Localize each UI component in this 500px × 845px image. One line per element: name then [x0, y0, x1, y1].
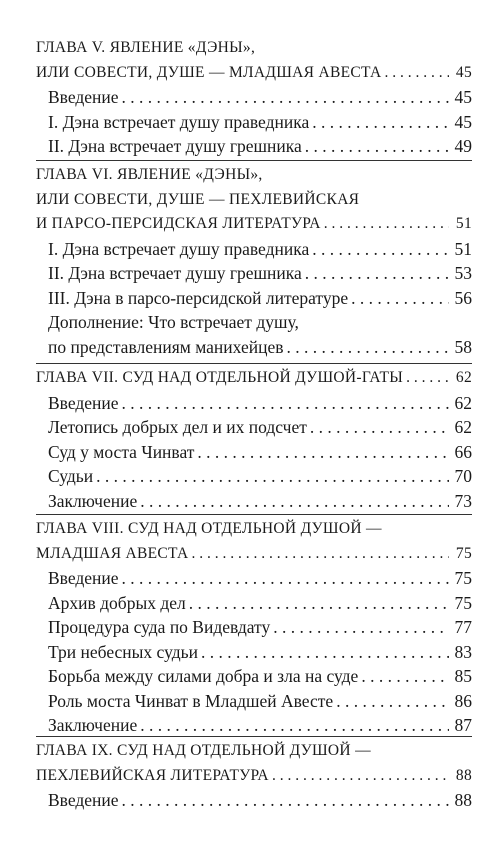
chapter-heading-text: МЛАДШАЯ АВЕСТА: [36, 544, 189, 562]
page-number: 87: [454, 715, 472, 735]
toc-entry[interactable]: [0, 689, 500, 714]
toc-entry[interactable]: [0, 335, 500, 360]
chapter-heading-line: [0, 542, 500, 567]
page-number: 77: [454, 617, 472, 637]
leader-dots: [122, 566, 449, 591]
chapter-heading-line: [0, 163, 500, 188]
chapter-heading-text: ГЛАВА V. ЯВЛЕНИЕ «ДЭНЫ»,: [36, 39, 256, 56]
leader-dots: [312, 237, 449, 262]
toc-entry[interactable]: [0, 591, 500, 616]
chapter-heading-line: [0, 739, 500, 764]
chapter-heading-line: [0, 61, 500, 86]
leader-dots: [385, 61, 450, 86]
chapter-heading-line: [0, 366, 500, 391]
leader-dots: [122, 391, 449, 416]
chapter-heading-text: ГЛАВА VIII. СУД НАД ОТДЕЛЬНОЙ ДУШОЙ —: [36, 520, 382, 537]
toc-entry[interactable]: [0, 566, 500, 591]
chapter-heading-text: ГЛАВА VII. СУД НАД ОТДЕЛЬНОЙ ДУШОЙ-ГАТЫ: [36, 369, 404, 386]
toc-entry[interactable]: [0, 713, 500, 738]
chapter-heading-line: [0, 188, 500, 213]
toc-entry[interactable]: [0, 640, 500, 665]
page-number: 70: [454, 466, 472, 486]
page-number: 86: [454, 690, 472, 711]
page-number: 62: [455, 369, 472, 386]
leader-dots: [361, 664, 449, 689]
toc-entry[interactable]: [0, 85, 500, 110]
chapter-heading-text: ГЛАВА VI. ЯВЛЕНИЕ «ДЭНЫ»,: [36, 166, 263, 183]
section-divider: [36, 514, 472, 515]
leader-dots: [287, 335, 450, 360]
page-number: 45: [454, 111, 472, 132]
entry-title: по представлениям манихейцев: [48, 336, 284, 357]
page-number: 75: [454, 592, 472, 613]
page-number: 83: [454, 641, 472, 662]
entry-title: Введение: [48, 87, 119, 107]
page-number: 53: [454, 263, 472, 283]
chapter-heading-text: ИЛИ СОВЕСТИ, ДУШЕ — ПЕХЛЕВИЙСКАЯ: [36, 190, 360, 208]
chapter-heading-line: [0, 764, 500, 789]
entry-title: Судьи: [48, 466, 94, 486]
entry-title: Введение: [48, 790, 119, 810]
chapter-heading-text: ГЛАВА IX. СУД НАД ОТДЕЛЬНОЙ ДУШОЙ —: [36, 742, 371, 759]
entry-title: Архив добрых дел: [48, 592, 186, 613]
toc-entry[interactable]: [0, 664, 500, 689]
chapter-7: [0, 366, 500, 513]
leader-dots: [312, 110, 449, 135]
toc-entry[interactable]: [0, 261, 500, 286]
chapter-heading-text: ПЕХЛЕВИЙСКАЯ ЛИТЕРАТУРА: [36, 766, 269, 784]
leader-dots: [406, 366, 449, 391]
page-number: 62: [454, 417, 472, 437]
toc-entry[interactable]: [0, 391, 500, 416]
entry-title: Суд у моста Чинват: [48, 441, 195, 462]
chapter-heading-text: ИЛИ СОВЕСТИ, ДУШЕ — МЛАДШАЯ АВЕСТА: [36, 63, 382, 81]
leader-dots: [122, 85, 449, 110]
page-number: 88: [454, 790, 472, 810]
leader-dots: [197, 440, 449, 465]
page-number: 75: [455, 544, 472, 562]
chapter-heading-line: [0, 36, 500, 61]
toc-entry[interactable]: [0, 237, 500, 262]
section-divider: [36, 363, 472, 364]
page-number: 51: [455, 215, 472, 232]
entry-title: I. Дэна встречает душу праведника: [48, 238, 310, 259]
toc-entry[interactable]: [0, 110, 500, 135]
entry-title: Борьба между силами добра и зла на суде: [48, 666, 359, 686]
page-number: 73: [454, 490, 472, 511]
leader-dots: [324, 212, 449, 237]
toc-entry[interactable]: [0, 286, 500, 311]
toc-entry[interactable]: [0, 310, 500, 335]
leader-dots: [192, 542, 449, 567]
section-divider: [36, 160, 472, 161]
leader-dots: [140, 713, 449, 738]
entry-title: Заключение: [48, 715, 138, 735]
toc-entry[interactable]: [0, 615, 500, 640]
chapter-6: [0, 163, 500, 359]
leader-dots: [273, 615, 449, 640]
page-number: 45: [454, 87, 472, 107]
chapter-heading-line: [0, 517, 500, 542]
leader-dots: [305, 261, 449, 286]
entry-title: Введение: [48, 568, 119, 588]
leader-dots: [201, 640, 449, 665]
entry-title: II. Дэна встречает душу грешника: [48, 263, 302, 283]
leader-dots: [305, 134, 449, 159]
toc-entry[interactable]: [0, 464, 500, 489]
page-number: 62: [454, 392, 472, 413]
toc-entry[interactable]: [0, 788, 500, 813]
page-number: 49: [454, 136, 472, 156]
entry-title: III. Дэна в парсо-персидской литературе: [48, 287, 349, 308]
page-number: 58: [454, 336, 472, 357]
chapter-heading-text: И ПАРСО-ПЕРСИДСКАЯ ЛИТЕРАТУРА: [36, 215, 321, 232]
entry-title: Летопись добрых дел и их подсчет: [48, 417, 307, 437]
page-number: 45: [455, 63, 472, 81]
leader-dots: [272, 764, 449, 789]
chapter-heading-line: [0, 212, 500, 237]
toc-entry[interactable]: [0, 134, 500, 159]
leader-dots: [351, 286, 449, 311]
page-number: 51: [454, 238, 472, 259]
page-number: 75: [454, 568, 472, 588]
toc-entry[interactable]: [0, 489, 500, 514]
page-number: 85: [454, 666, 472, 686]
entry-title: Процедура суда по Видевдату: [48, 617, 271, 637]
entry-title: I. Дэна встречает душу праведника: [48, 111, 310, 132]
entry-title: Заключение: [48, 490, 138, 511]
chapter-5: [0, 36, 500, 159]
page-number: 88: [455, 766, 472, 784]
section-divider: [36, 736, 472, 737]
toc-entry[interactable]: [0, 415, 500, 440]
entry-title: Введение: [48, 392, 119, 413]
leader-dots: [122, 788, 449, 813]
entry-title: Три небесных судьи: [48, 641, 198, 662]
chapter-9: [0, 739, 500, 813]
page-number: 66: [454, 441, 472, 462]
leader-dots: [96, 464, 449, 489]
leader-dots: [336, 689, 449, 714]
chapter-8: [0, 517, 500, 738]
toc-entry[interactable]: [0, 440, 500, 465]
entry-title: II. Дэна встречает душу грешника: [48, 136, 302, 156]
entry-title: Дополнение: Что встречает душу,: [48, 312, 299, 332]
page-number: 56: [454, 287, 472, 308]
entry-title: Роль моста Чинват в Младшей Авесте: [48, 690, 334, 711]
leader-dots: [310, 415, 449, 440]
leader-dots: [140, 489, 449, 514]
leader-dots: [189, 591, 449, 616]
